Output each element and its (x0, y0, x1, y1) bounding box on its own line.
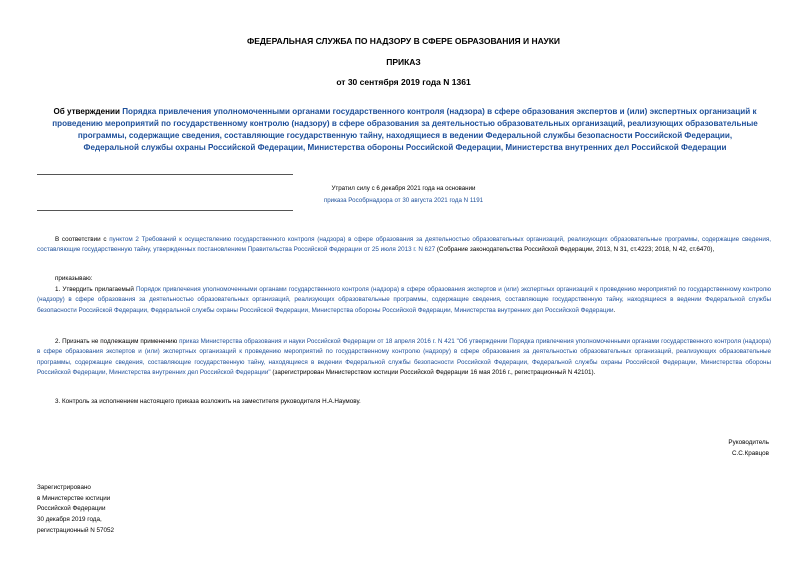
p4-prefix: 2. Признать не подлежащим применению (55, 338, 180, 345)
registration-line-2: в Министерстве юстиции (37, 494, 111, 502)
p4-suffix: (зарегистрирован Министерством юстиции Российской Федерации 16 мая 2016 г., регистрационный N 42101). (270, 368, 596, 376)
registration-line-5: регистрационный N 57052 (37, 526, 115, 534)
p1-suffix: (Собрание законодательства Российской Федерации, 2013, N 31, ст.4223; 2018, N 42, ст.6470), (435, 246, 715, 254)
p3-suffix: . (613, 306, 616, 314)
registration-block (37, 483, 114, 537)
registration-line-4: 30 декабря 2019 года, (37, 516, 102, 524)
signature-role: Руководитель (728, 439, 769, 446)
title-prefix: Об утверждении (53, 107, 123, 116)
registration-line-3: Российской Федерации (37, 505, 106, 513)
p3-prefix: 1. Утвердить прилагаемый (55, 286, 136, 293)
divider-bottom (37, 210, 293, 211)
p4-link[interactable]: приказ Министерства образования и науки Российской Федерации от 18 апреля 2016 г. N 421 "Об утверждении Порядка привлечения уполномоченными органами государственного контроля (надзора) в сфере образования экспертов и (или) экспертных организаций к проведению мероприятий по государственному контролю (надзору) в сфере образования за деятельностью образовательных организаций, реализующих образовательные программы, содержащие сведения, составляющие государственную тайну, находящиеся в ведении Федеральной службы безопасности Российской Федерации, Федеральной службы охраны Российской Федерации, Министерства обороны Российской Федерации, Министерства внутренних дел Российской Федерации" (37, 338, 772, 376)
paragraph-item-1 (37, 285, 771, 316)
document-title (50, 106, 760, 154)
paragraph-item-2 (37, 337, 771, 378)
p3-link[interactable]: Порядок привлечения уполномоченными органами государственного контроля (надзора) в сфере образования экспертов и (или) экспертных организаций к проведению мероприятий по государственному контролю (надзору) в сфере образования за деятельностью образовательных организаций, реализующих образовательные программы, содержащие сведения, составляющие государственную тайну, находящиеся в ведении Федеральной службы безопасности Российской Федерации, Федеральной службы охраны Российской Федерации, Министерства обороны Российской Федерации, Министерства внутренних дел Российской Федерации (37, 286, 771, 314)
paragraph-item-3: 3. Контроль за исполнением настоящего приказа возложить на заместителя руководителя Н.А.Наумову. (55, 398, 361, 405)
status-repeal-link[interactable]: приказа Рособрнадзора от 30 августа 2021 года N 1191 (323, 197, 484, 204)
divider-top (37, 174, 293, 175)
p1-prefix: В соответствии с (55, 236, 110, 243)
registration-line-1: Зарегистрировано (37, 484, 91, 491)
signature-name: С.С.Кравцов (732, 449, 769, 457)
signature-block (728, 438, 769, 459)
title-link[interactable]: Порядка привлечения уполномоченными органами государственного контроля (надзора) в сфере образования экспертов и (или) экспертных организаций к проведению мероприятий по государственному контролю (надзору) в сфере образования за деятельностью образовательных организаций, реализующих образовательные программы, содержащие сведения, составляющие государственную тайну, находящиеся в ведении Федеральной службы безопасности Российской Федерации, Федеральной службы охраны Российской Федерации, Министерства обороны Российской Федерации, Министерства внутренних дел Российской Федерации (52, 107, 758, 152)
agency-name: ФЕДЕРАЛЬНАЯ СЛУЖБА ПО НАДЗОРУ В СФЕРЕ ОБРАЗОВАНИЯ И НАУКИ (246, 36, 561, 46)
doc-type: ПРИКАЗ (386, 57, 421, 67)
paragraph-order: приказываю: (55, 275, 93, 282)
doc-date-number: от 30 сентября 2019 года N 1361 (336, 77, 471, 87)
status-line-1: Утратил силу с 6 декабря 2021 года на основании (331, 185, 476, 192)
p1-link[interactable]: пунктом 2 Требований к осуществлению государственного контроля (надзора) в сфере образования за деятельностью образовательных организаций, реализующих образовательные программы, содержащие сведения, составляющие государственную тайну, утвержденных постановлением Правительства Российской Федерации от 25 июля 2013 г. N 627 (37, 236, 772, 254)
paragraph-basis (37, 235, 771, 256)
